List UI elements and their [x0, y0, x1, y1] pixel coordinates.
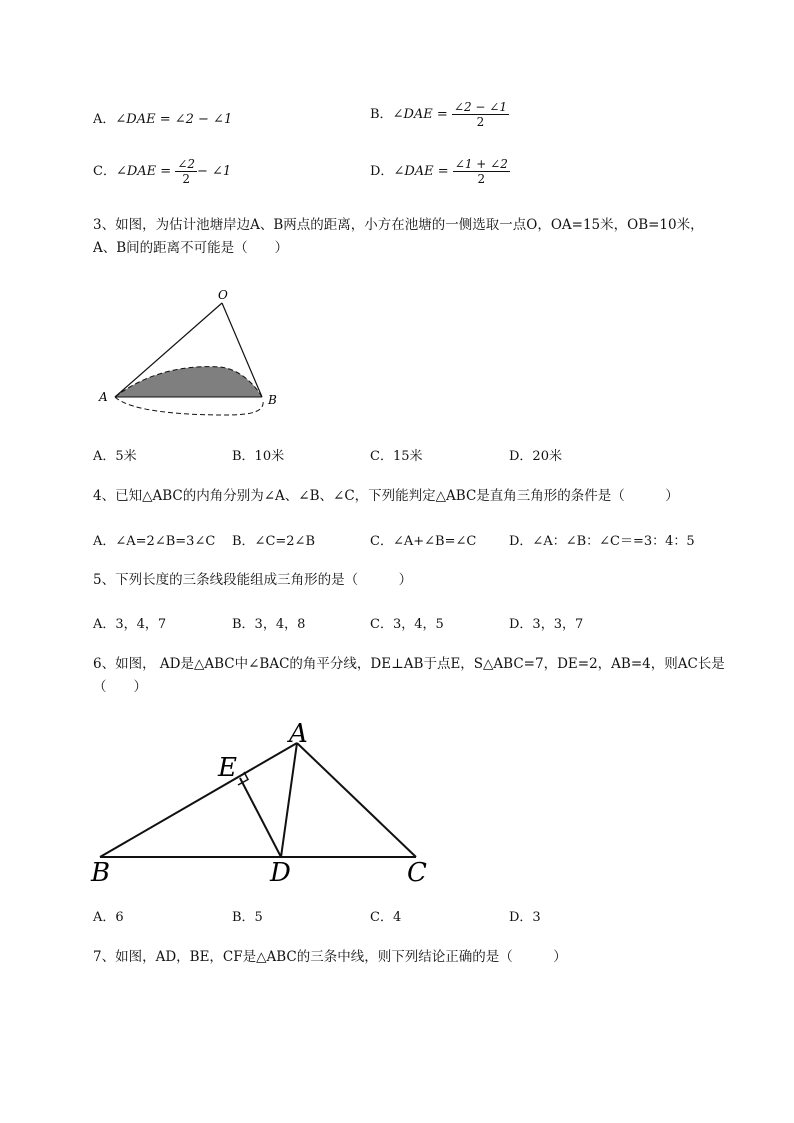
q5-option-d: D．3，3，7: [509, 617, 584, 632]
q3-pond-figure: [95, 285, 285, 425]
label-o: O: [218, 288, 228, 302]
label-a: A: [289, 719, 308, 749]
q6-triangle-figure: [85, 715, 445, 895]
q3-stem-line1: 3、如图，为估计池塘岸边A、B两点的距离，小方在池塘的一侧选取一点O，OA=15米，OB=10米，: [93, 217, 704, 233]
q3-stem-line2: A、B间的距离不可能是（ ）: [93, 240, 289, 256]
q4-option-d: D．∠A：∠B：∠C＝=3：4：5: [509, 534, 695, 549]
q2-option-b-fraction: $\frac{\angle 2 - \angle 1}{2}$: [453, 100, 507, 129]
q3-option-d: D．20米: [509, 449, 562, 464]
q2-option-d: D．∠DAE = $\frac{\angle 1 + \angle 2}{2}$: [370, 157, 508, 186]
q3-option-c: C．15米: [370, 449, 423, 464]
segment-de: [240, 778, 281, 857]
q4-stem: 4、已知△ABC的内角分别为∠A、∠B、∠C，下列能判定△ABC是直角三角形的条件是（ ）: [93, 488, 679, 504]
q5-option-a: A．3，4，7: [93, 617, 167, 632]
segment-ad: [281, 743, 297, 857]
label-e: E: [218, 753, 237, 783]
label-a: A: [99, 390, 108, 404]
label-b: B: [91, 858, 111, 888]
label-c: C: [407, 858, 427, 888]
q2-option-c: C．∠DAE = $\frac{\angle 2}{2}$ − ∠1: [93, 157, 232, 186]
segment-ab: [100, 743, 297, 857]
q6-option-b: B．5: [232, 910, 263, 925]
pond-shape: [115, 367, 262, 397]
q3-stem: [93, 214, 743, 260]
q6-option-d: D．3: [509, 910, 541, 925]
q5-option-c: C．3，4，5: [370, 617, 444, 632]
q2-option-d-fraction: $\frac{\angle 1 + \angle 2}{2}$: [454, 157, 508, 186]
q2-option-b: B．∠DAE = $\frac{\angle 2 - \angle 1}{2}$: [370, 100, 507, 129]
q3-option-a: A．5米: [93, 449, 137, 464]
q2-option-c-fraction: $\frac{\angle 2}{2}$: [177, 157, 196, 186]
q6-stem: [93, 653, 743, 699]
label-d: D: [270, 858, 291, 888]
q2-option-a: A．∠DAE = ∠2 − ∠1: [93, 112, 233, 127]
q7-stem: 7、如图，AD，BE，CF是△ABC的三条中线，则下列结论正确的是（ ）: [93, 949, 567, 965]
q4-option-b: B．∠C=2∠B: [232, 534, 316, 549]
q5-option-b: B．3，4，8: [232, 617, 306, 632]
q6-stem-line1: 6、如图， AD是△ABC中∠BAC的角平分线，DE⊥AB于点E，S△ABC=7，DE=2，AB=4，则AC长是: [93, 656, 725, 672]
q5-stem: 5、下列长度的三条线段能组成三角形的是（ ）: [93, 572, 413, 588]
label-b: B: [268, 393, 277, 407]
pond-lower-edge: [115, 397, 263, 415]
q3-option-b: B．10米: [232, 449, 285, 464]
q4-option-a: A．∠A=2∠B=3∠C: [93, 534, 216, 549]
q6-option-a: A．6: [93, 910, 124, 925]
q6-option-c: C．4: [370, 910, 402, 925]
q4-option-c: C．∠A+∠B=∠C: [370, 534, 477, 549]
q6-stem-line2: （ ）: [93, 679, 147, 695]
segment-ac: [297, 743, 416, 857]
